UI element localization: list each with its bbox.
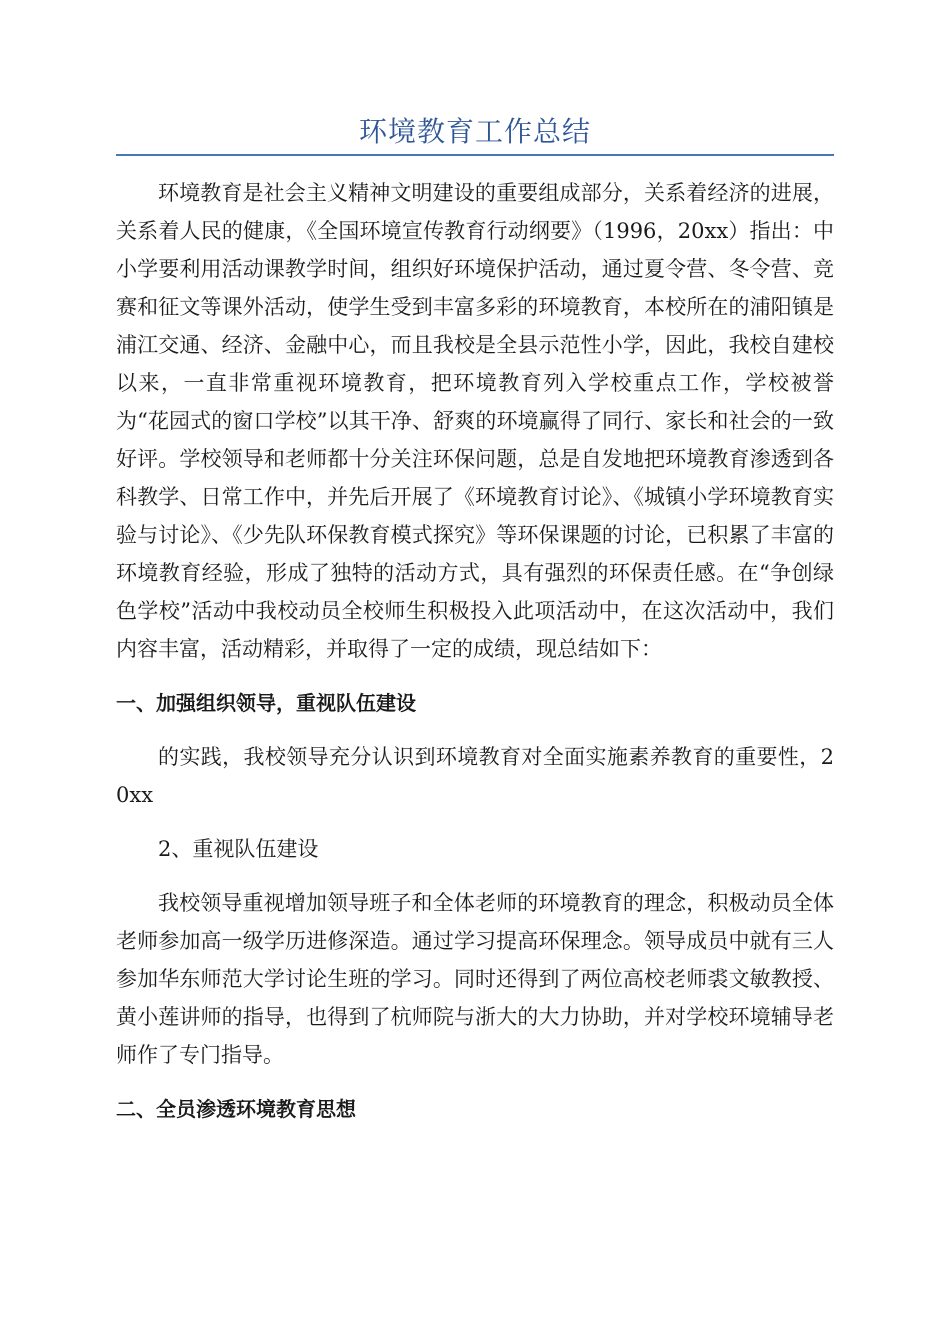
section-1-subheading-2: 2、重视队伍建设 <box>158 837 319 861</box>
section-1-paragraph-1: 的实践，我校领导充分认识到环境教育对全面实施素养教育的重要性，20xx <box>116 745 834 807</box>
section-1-heading: 一、加强组织领导，重视队伍建设 <box>116 691 416 715</box>
title-underline <box>116 154 834 156</box>
section-2-heading: 二、全员渗透环境教育思想 <box>116 1097 356 1121</box>
section-1-paragraph-2: 我校领导重视增加领导班子和全体老师的环境教育的理念，积极动员全体老师参加高一级学历进修深造。通过学习提高环保理念。领导成员中就有三人参加华东师范大学讨论生班的学习。同时还得到了两位高校老师裘文敏教授、黄小莲讲师的指导，也得到了杭师院与浙大的大力协助，并对学校环境辅导老师作了专门指导。 <box>116 891 834 1067</box>
intro-paragraph: 环境教育是社会主义精神文明建设的重要组成部分，关系着经济的进展，关系着人民的健康，《全国环境宣传教育行动纲要》（1996，20xx）指出：中小学要利用活动课教学时间，组织好环境保护活动，通过夏令营、冬令营、竞赛和征文等课外活动，使学生受到丰富多彩的环境教育，本校所在的浦阳镇是浦江交通、经济、金融中心，而且我校是全县示范性小学，因此，我校自建校以来，一直非常重视环境教育，把环境教育列入学校重点工作，学校被誉为“花园式的窗口学校”以其干净、舒爽的环境赢得了同行、家长和社会的一致好评。学校领导和老师都十分关注环保问题，总是自发地把环境教育渗透到各科教学、日常工作中，并先后开展了《环境教育讨论》、《城镇小学环境教育实验与讨论》、《少先队环保教育模式探究》等环保课题的讨论，已积累了丰富的环境教育经验，形成了独特的活动方式，具有强烈的环保责任感。在“争创绿色学校”活动中我校动员全校师生积极投入此项活动中，在这次活动中，我们内容丰富，活动精彩，并取得了一定的成绩，现总结如下： <box>116 181 834 661</box>
document-title: 环境教育工作总结 <box>358 115 591 148</box>
document-body <box>116 174 834 1144</box>
